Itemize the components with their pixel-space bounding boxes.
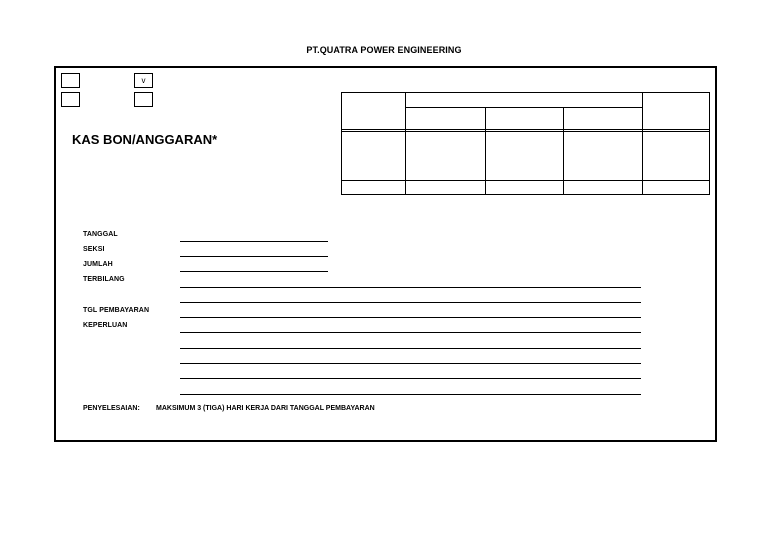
- field-line-terbilang[interactable]: [180, 287, 641, 288]
- table-divider: [342, 129, 709, 130]
- signature-cell[interactable]: [486, 132, 562, 179]
- label-terbilang: TERBILANG: [83, 276, 125, 283]
- label-tgl-pembayaran: TGL PEMBAYARAN: [83, 307, 150, 314]
- table-divider: [342, 180, 709, 181]
- field-line-tanggal[interactable]: [180, 241, 328, 242]
- company-name: PT.QUATRA POWER ENGINEERING: [306, 45, 462, 55]
- checkbox-anggaran[interactable]: v: [134, 73, 153, 88]
- table-divider: [405, 107, 642, 108]
- field-line-jumlah[interactable]: [180, 271, 328, 272]
- form-title: KAS BON/ANGGARAN*: [72, 132, 218, 147]
- field-line-keperluan-5[interactable]: [180, 394, 641, 395]
- field-line-keperluan-4[interactable]: [180, 378, 641, 379]
- field-line-keperluan[interactable]: [180, 332, 641, 333]
- label-keperluan: KEPERLUAN: [83, 322, 128, 329]
- signature-cell[interactable]: [406, 132, 484, 179]
- field-line-tgl-pembayaran[interactable]: [180, 317, 641, 318]
- checkbox-kas-bon[interactable]: [61, 73, 80, 88]
- approval-table: [341, 92, 710, 195]
- label-tanggal: TANGGAL: [83, 231, 118, 238]
- field-line-keperluan-3[interactable]: [180, 363, 641, 364]
- signature-cell[interactable]: [343, 132, 404, 179]
- label-penyelesaian: PENYELESAIAN:: [83, 405, 140, 412]
- checkbox-option-3[interactable]: [61, 92, 80, 107]
- label-seksi: SEKSI: [83, 246, 105, 253]
- settlement-note: MAKSIMUM 3 (TIGA) HARI KERJA DARI TANGGAL PEMBAYARAN: [156, 405, 375, 412]
- label-jumlah: JUMLAH: [83, 261, 113, 268]
- signature-cell[interactable]: [643, 132, 708, 179]
- field-line-seksi[interactable]: [180, 256, 328, 257]
- field-line-keperluan-2[interactable]: [180, 348, 641, 349]
- checkbox-option-4[interactable]: [134, 92, 153, 107]
- signature-cell[interactable]: [564, 132, 641, 179]
- field-line-terbilang-2[interactable]: [180, 302, 641, 303]
